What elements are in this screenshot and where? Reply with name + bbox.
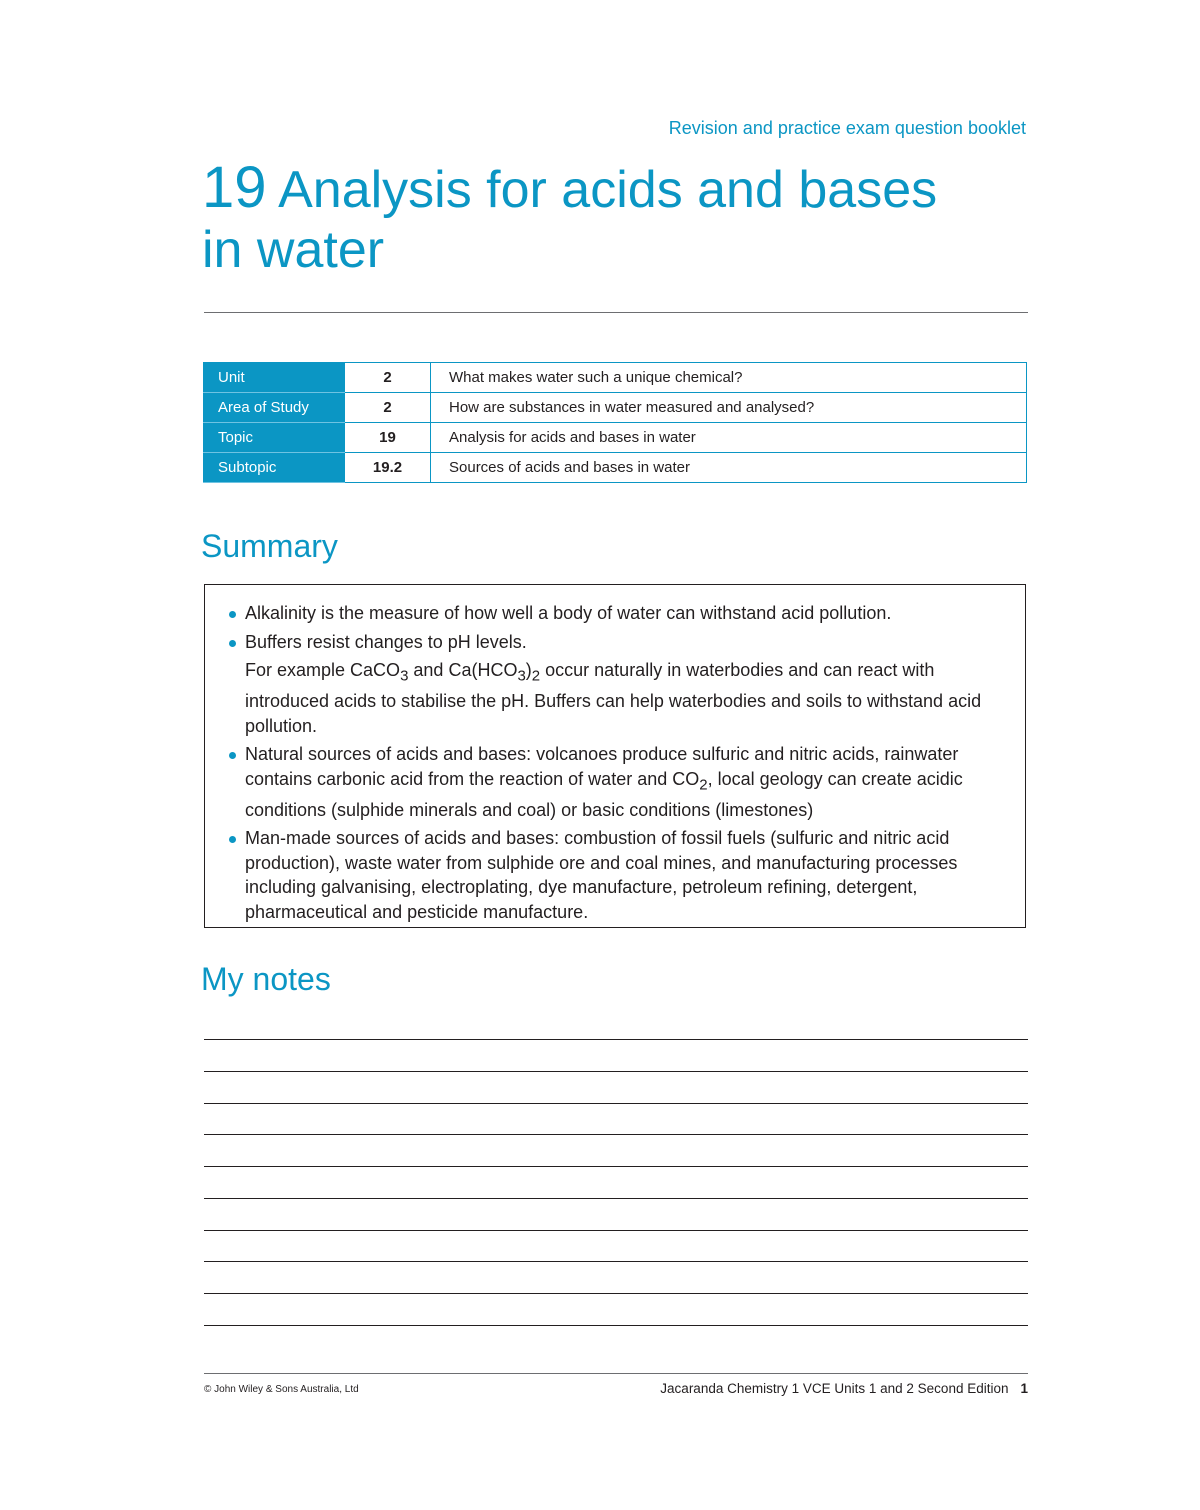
row-value: 2 bbox=[345, 363, 431, 393]
table-row bbox=[204, 363, 1027, 393]
title-line-2: in water bbox=[202, 221, 385, 279]
row-key: Area of Study bbox=[204, 393, 345, 423]
list-item bbox=[245, 742, 1005, 822]
note-line[interactable] bbox=[204, 1103, 1028, 1104]
row-desc: How are substances in water measured and analysed? bbox=[431, 393, 1027, 423]
bullet-icon bbox=[229, 836, 236, 843]
row-key: Subtopic bbox=[204, 453, 345, 483]
bullet-text: Buffers resist changes to pH levels. bbox=[245, 631, 527, 652]
info-table bbox=[203, 362, 1027, 483]
bullet-text: Alkalinity is the measure of how well a body of water can withstand acid pollution. bbox=[245, 603, 892, 623]
table-row bbox=[204, 453, 1027, 483]
row-desc: Analysis for acids and bases in water bbox=[431, 423, 1027, 453]
notes-heading: My notes bbox=[201, 961, 331, 997]
note-line[interactable] bbox=[204, 1039, 1028, 1040]
title-line-1: Analysis for acids and bases bbox=[278, 161, 938, 219]
title-divider bbox=[204, 312, 1028, 313]
footer-book bbox=[660, 1381, 1028, 1396]
summary-list bbox=[205, 585, 1025, 924]
summary-box bbox=[204, 584, 1026, 928]
note-line[interactable] bbox=[204, 1166, 1028, 1167]
row-key: Topic bbox=[204, 423, 345, 453]
note-line[interactable] bbox=[204, 1198, 1028, 1199]
table-row bbox=[204, 393, 1027, 423]
note-line[interactable] bbox=[204, 1134, 1028, 1135]
list-item bbox=[245, 826, 1005, 924]
topic-number: 19 bbox=[202, 155, 267, 220]
list-item bbox=[245, 630, 1005, 739]
bullet-text: Man-made sources of acids and bases: combustion of fossil fuels (sulfuric and nitric acid production), waste water from sulphide ore and coal mines, and manufacturing processes including galvanising, electroplating, dye manufacture, petroleum refining, detergent, pharmaceutical and pesticide manufacture. bbox=[245, 828, 958, 922]
row-value: 2 bbox=[345, 393, 431, 423]
row-desc: What makes water such a unique chemical? bbox=[431, 363, 1027, 393]
table-row bbox=[204, 423, 1027, 453]
bullet-text: Natural sources of acids and bases: volcanoes produce sulfuric and nitric acids, rainwater contains carbonic acid from the reaction of water and $CO_2$, local geology can create acidic conditions (sulphide minerals and coal) or basic conditions (limestones) bbox=[245, 744, 963, 820]
booklet-label: Revision and practice exam question booklet bbox=[668, 118, 1026, 138]
bullet-icon bbox=[229, 611, 236, 618]
footer-divider bbox=[204, 1373, 1028, 1374]
note-line[interactable] bbox=[204, 1261, 1028, 1262]
bullet-icon bbox=[229, 640, 236, 647]
note-line[interactable] bbox=[204, 1325, 1028, 1326]
row-value: 19.2 bbox=[345, 453, 431, 483]
row-value: 19 bbox=[345, 423, 431, 453]
copyright: © John Wiley & Sons Australia, Ltd bbox=[204, 1384, 359, 1395]
page-title bbox=[202, 155, 1042, 280]
book-title: Jacaranda Chemistry 1 VCE Units 1 and 2 Second Edition bbox=[660, 1381, 1009, 1396]
summary-heading: Summary bbox=[201, 528, 338, 564]
note-line[interactable] bbox=[204, 1230, 1028, 1231]
note-line[interactable] bbox=[204, 1293, 1028, 1294]
bullet-icon bbox=[229, 752, 236, 759]
row-desc: Sources of acids and bases in water bbox=[431, 453, 1027, 483]
note-line[interactable] bbox=[204, 1071, 1028, 1072]
page-number: 1 bbox=[1020, 1381, 1028, 1396]
row-key: Unit bbox=[204, 363, 345, 393]
buffer-example: For example CaCO$_3$ and $Ca(HCO_3)_2$ occur naturally in waterbodies and can react with introduced acids to stabilise the pH. Buffers can help waterbodies and soils to withstand acid pollution. bbox=[245, 660, 982, 736]
list-item bbox=[245, 601, 1005, 626]
